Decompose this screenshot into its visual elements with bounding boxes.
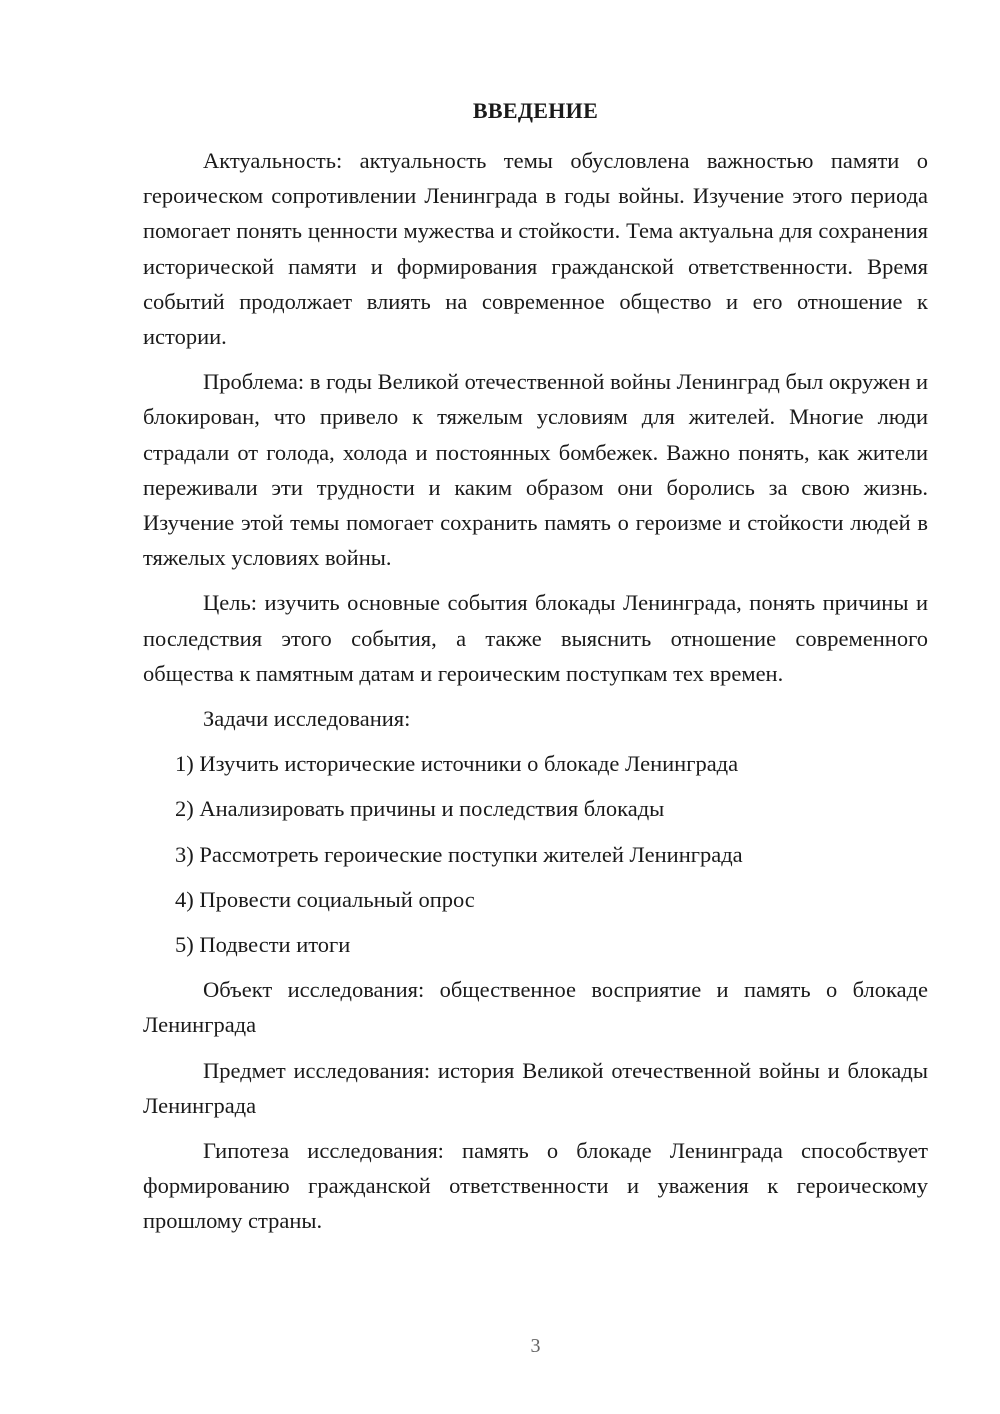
tasks-list — [143, 746, 928, 962]
document-body — [143, 143, 928, 1249]
object-paragraph: Объект исследования: общественное восприятие и память о блокаде Ленинграда — [143, 977, 928, 1038]
subject-paragraph: Предмет исследования: история Великой отечественной войны и блокады Ленинграда — [143, 1057, 928, 1118]
section-title: ВВЕДЕНИЕ — [472, 98, 599, 123]
document-page — [143, 0, 928, 1414]
list-item: 4) Провести социальный опрос — [175, 886, 475, 912]
list-item: 3) Рассмотреть героические поступки жителей Ленинграда — [175, 841, 743, 867]
list-item: 2) Анализировать причины и последствия блокады — [175, 796, 665, 822]
page-number: 3 — [530, 1335, 541, 1357]
goal-paragraph: Цель: изучить основные события блокады Ленинграда, понять причины и последствия этого события, а также выяснить отношение современного общества к памятным датам и героическим поступкам тех времен. — [143, 590, 928, 686]
tasks-label: Задачи исследования: — [203, 706, 411, 732]
hypothesis-paragraph: Гипотеза исследования: память о блокаде Ленинграда способствует формированию гражданской ответственности и уважения к героическому прошлому страны. — [143, 1138, 928, 1234]
problem-paragraph: Проблема: в годы Великой отечественной войны Ленинград был окружен и блокирован, что привело к тяжелым условиям для жителей. Многие люди страдали от голода, холода и постоянных бомбежек. Важно понять, как жители переживали эти трудности и каким образом они боролись за свою жизнь. Изучение этой темы помогает сохранить память о героизме и стойкости людей в тяжелых условиях войны. — [143, 369, 928, 571]
list-item: 5) Подвести итоги — [175, 932, 351, 958]
relevance-paragraph: Актуальность: актуальность темы обусловлена важностью памяти о героическом сопротивлении Ленинграда в годы войны. Изучение этого периода помогает понять ценности мужества и стойкости. Тема актуальна для сохранения исторической памяти и формирования гражданской ответственности. Время событий продолжает влиять на современное общество и его отношение к истории. — [143, 148, 928, 350]
list-item: 1) Изучить исторические источники о блокаде Ленинграда — [175, 751, 739, 777]
